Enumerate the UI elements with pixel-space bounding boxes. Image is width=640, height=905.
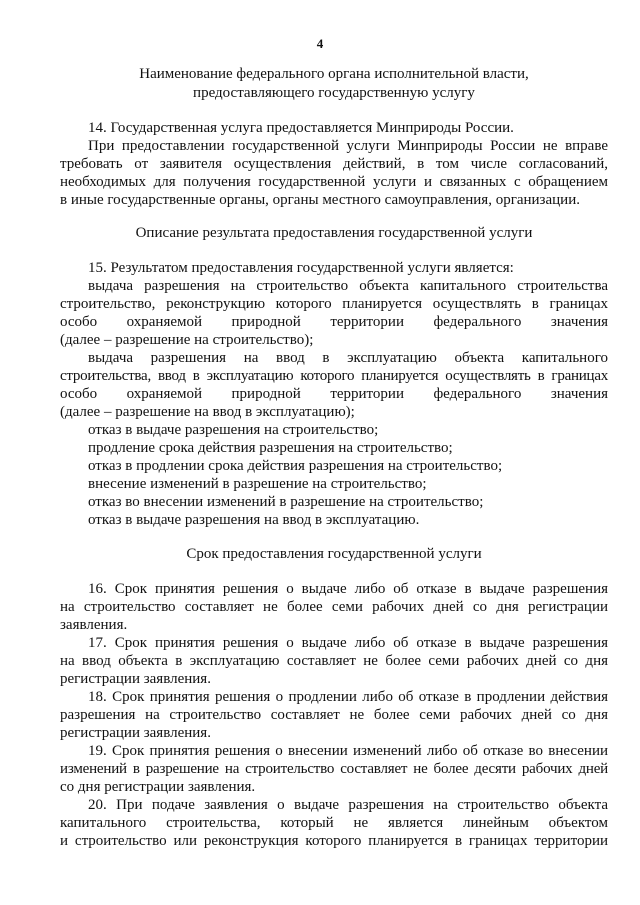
paragraph-20-line: 20. При подаче заявления о выдаче разрешения на строительство объекта bbox=[88, 797, 608, 813]
paragraph-14-line: 14. Государственная услуга предоставляется Минприроды России. bbox=[88, 120, 514, 136]
list-item-line: (далее – разрешение на ввод в эксплуатацию); bbox=[60, 404, 355, 420]
paragraph-line: разрешения на строительство составляет не более семи рабочих дней со дня bbox=[60, 707, 608, 723]
page-number: 4 bbox=[316, 36, 324, 51]
paragraph-line: капитального строительства, который не является линейным объектом bbox=[60, 815, 608, 831]
paragraph-line: необходимых для получения государственной услуги и связанных с обращением bbox=[60, 174, 608, 190]
paragraph-17-line: 17. Срок принятия решения о выдаче либо об отказе в выдаче разрешения bbox=[88, 635, 608, 651]
list-item-line: строительство, реконструкцию которого планируется осуществлять в границах bbox=[60, 296, 608, 312]
paragraph-line: изменений в разрешение на строительство составляет не более десяти рабочих дней bbox=[60, 761, 608, 777]
paragraph-15-line: 15. Результатом предоставления государственной услуги является: bbox=[88, 260, 514, 276]
paragraph-18-line: 18. Срок принятия решения о продлении либо об отказе в продлении действия bbox=[88, 689, 608, 705]
list-item: отказ в выдаче разрешения на ввод в эксплуатацию. bbox=[88, 512, 420, 528]
paragraph-line: требовать от заявителя осуществления действий, в том числе согласований, bbox=[60, 156, 608, 172]
paragraph-line: со дня регистрации заявления. bbox=[60, 779, 256, 795]
paragraph-line: заявления. bbox=[60, 617, 128, 633]
list-item: отказ во внесении изменений в разрешение на строительство; bbox=[88, 494, 484, 510]
paragraph-line: регистрации заявления. bbox=[60, 671, 211, 687]
paragraph-19-line: 19. Срок принятия решения о внесении изменений либо об отказе во внесении bbox=[88, 743, 608, 759]
paragraph-16-line: 16. Срок принятия решения о выдаче либо об отказе в выдаче разрешения bbox=[88, 581, 608, 597]
list-item-line: выдача разрешения на ввод в эксплуатацию объекта капитального bbox=[88, 350, 608, 366]
list-item: продление срока действия разрешения на строительство; bbox=[88, 440, 453, 456]
paragraph-line: регистрации заявления. bbox=[60, 725, 211, 741]
paragraph-line: на строительство составляет не более семи рабочих дней со дня регистрации bbox=[60, 599, 608, 615]
list-item: отказ в выдаче разрешения на строительство; bbox=[88, 422, 379, 438]
section-heading-term: Срок предоставления государственной услуги bbox=[186, 546, 482, 562]
list-item-line: (далее – разрешение на строительство); bbox=[60, 332, 314, 348]
paragraph-line: на ввод объекта в эксплуатацию составляет не более семи рабочих дней со дня bbox=[60, 653, 608, 669]
list-item-line: особо охраняемой природной территории федерального значения bbox=[60, 314, 608, 330]
section-heading-result: Описание результата предоставления государственной услуги bbox=[135, 225, 533, 241]
paragraph-line: При предоставлении государственной услуги Минприроды России не вправе bbox=[88, 138, 608, 154]
list-item: отказ в продлении срока действия разрешения на строительство; bbox=[88, 458, 503, 474]
section-heading-agency-line-2: предоставляющего государственную услугу bbox=[193, 85, 475, 101]
list-item-line: особо охраняемой природной территории федерального значения bbox=[60, 386, 608, 402]
paragraph-line: в иные государственные органы, органы местного самоуправления, организации. bbox=[60, 192, 580, 208]
paragraph-line: и строительство или реконструкция которого планируется в границах территории bbox=[60, 833, 608, 849]
list-item: внесение изменений в разрешение на строительство; bbox=[88, 476, 427, 492]
section-heading-agency-line-1: Наименование федерального органа исполнительной власти, bbox=[139, 66, 529, 82]
list-item-line: строительства, ввод в эксплуатацию которого планируется осуществлять в границах bbox=[60, 368, 608, 384]
list-item-line: выдача разрешения на строительство объекта капитального строительства bbox=[88, 278, 608, 294]
